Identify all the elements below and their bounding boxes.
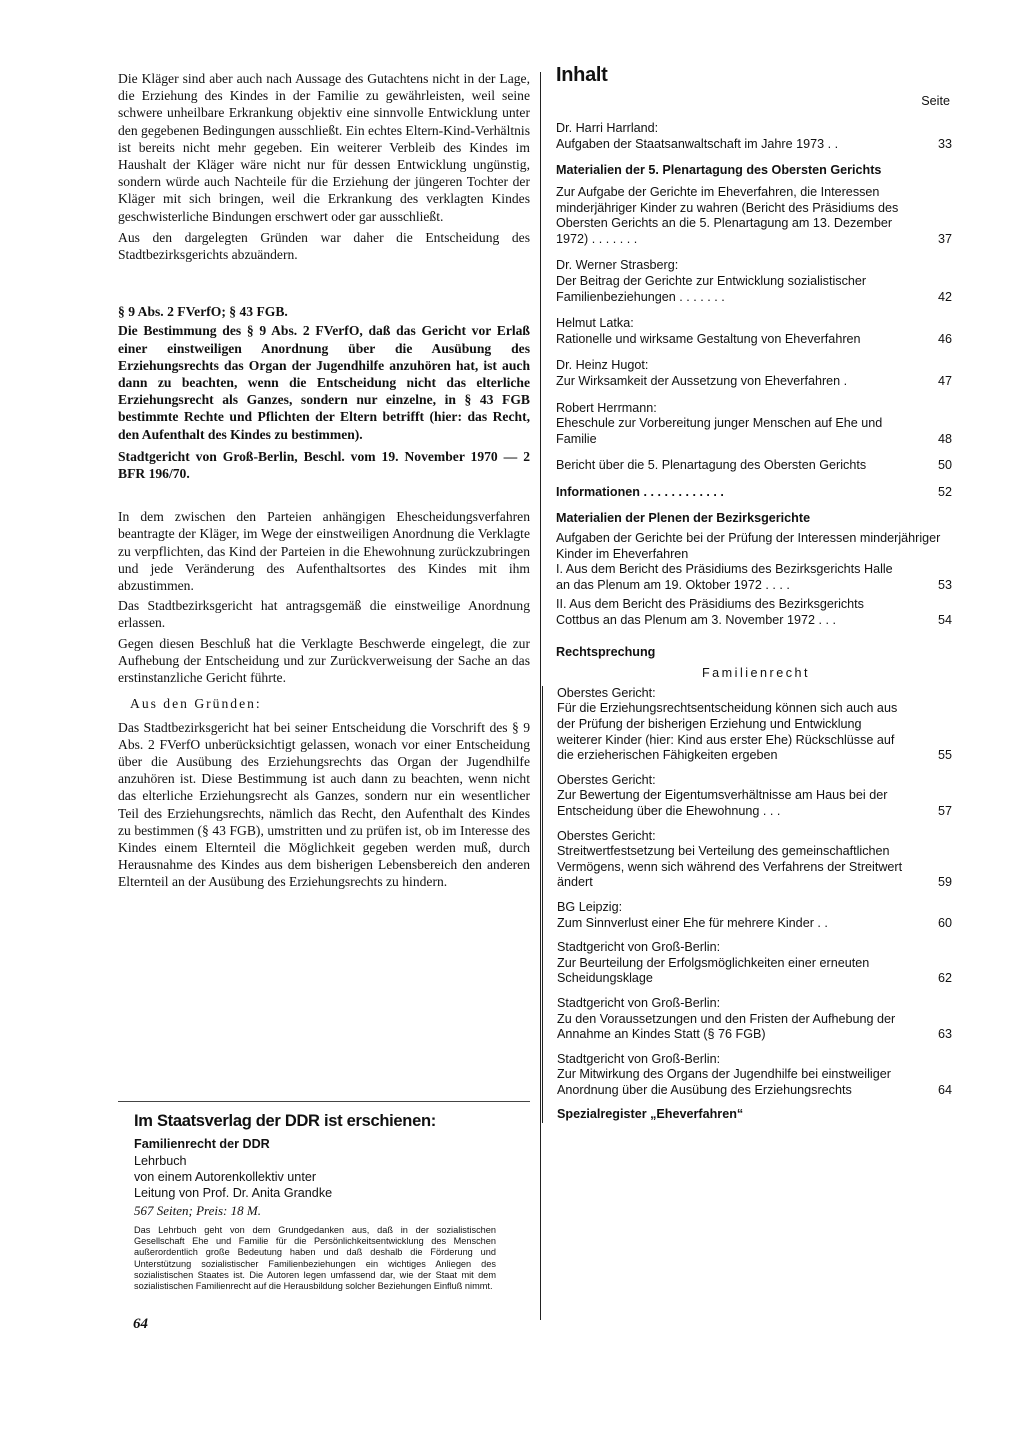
toc-page: 50 xyxy=(937,458,952,473)
notice-title: Im Staatsverlag der DDR ist erschienen: xyxy=(134,1112,436,1130)
paragraph: Gegen diesen Beschluß hat die Verklagte Beschwerde eingelegt, die zur Aufhebung der Entscheidung und zur Zurückverweisung der Sache an das erstinstanzliche Gericht führte. xyxy=(118,635,530,686)
toc-entry xyxy=(556,185,956,247)
toc-section-heading: Materialien der 5. Plenartagung des Obersten Gerichts xyxy=(556,163,882,178)
toc-subheading: Familienrecht xyxy=(701,666,811,681)
toc-page: 62 xyxy=(937,971,952,986)
toc-text: Aufgaben der Gerichte bei der Prüfung der Interessen minderjähriger Kinder im Eheverfahren xyxy=(556,531,941,561)
toc-page: 57 xyxy=(937,803,952,818)
toc-title: Inhalt xyxy=(556,64,608,86)
toc-court: BG Leipzig: xyxy=(557,899,623,914)
toc-page: 48 xyxy=(937,431,952,446)
toc-text: Eheschule zur Vorbereitung junger Menschen auf Ehe und Familie xyxy=(556,416,883,446)
toc-court: Oberstes Gericht: xyxy=(557,828,656,843)
toc-page: 33 xyxy=(937,136,952,151)
paragraph: In dem zwischen den Parteien anhängigen Ehescheidungsverfahren beantragte der Kläger, im Wege der einstweiligen Anordnung die Verklagte zu verpflichten, das Kind der Parteien in die Ehewohnung zurückzubringen und jede Veränderung des Aufenthaltsortes des Kindes mit ihm abzustimmen. xyxy=(118,509,530,594)
toc-author: Robert Herrmann: xyxy=(556,400,657,415)
toc-section-heading: Materialien der Plenen der Bezirksgerichte xyxy=(556,511,811,526)
toc-page: 59 xyxy=(937,875,952,890)
toc-page: 42 xyxy=(937,289,952,304)
left-column xyxy=(118,70,530,891)
page-column-label: Seite xyxy=(921,93,950,108)
book-title: Familienrecht der DDR xyxy=(134,1137,270,1151)
toc-entry xyxy=(556,401,956,448)
toc-entry xyxy=(557,1052,956,1099)
toc-entry xyxy=(556,458,956,474)
toc-page: 37 xyxy=(937,231,952,246)
toc-author: Dr. Werner Strasberg: xyxy=(556,258,679,273)
toc-page: 64 xyxy=(937,1082,952,1097)
toc-rechtsprechung-list xyxy=(542,686,956,1123)
toc-page: 55 xyxy=(937,748,952,763)
book-line: von einem Autorenkollektiv unter xyxy=(134,1170,317,1184)
toc-text: Zur Wirksamkeit der Aussetzung von Eheverfahren . xyxy=(556,373,848,388)
toc-entry xyxy=(556,258,956,305)
column-divider xyxy=(540,72,541,1320)
toc-page: 47 xyxy=(937,373,952,388)
toc-author: Helmut Latka: xyxy=(556,316,634,331)
toc-text: Zur Beurteilung der Erfolgsmöglichkeiten einer erneuten Scheidungsklage xyxy=(557,955,870,986)
toc-court: Stadtgericht von Groß-Berlin: xyxy=(557,995,721,1010)
toc-entry xyxy=(556,121,956,152)
paragraph: Das Stadtbezirksgericht hat antragsgemäß die einstweilige Anordnung erlassen. xyxy=(118,598,530,631)
toc-court: Stadtgericht von Groß-Berlin: xyxy=(557,940,721,955)
toc-entry xyxy=(556,597,956,628)
toc-text: Informationen . . . . . . . . . . . . xyxy=(556,484,724,499)
toc-page: 63 xyxy=(937,1027,952,1042)
case-reference: Stadtgericht von Groß-Berlin, Beschl. vom 19. November 1970 — 2 BFR 196/70. xyxy=(118,448,530,482)
toc-entry xyxy=(557,773,956,820)
toc-entry xyxy=(557,686,956,764)
toc-court: Stadtgericht von Groß-Berlin: xyxy=(557,1051,721,1066)
toc-text: Der Beitrag der Gerichte zur Entwicklung sozialistischer Familienbeziehungen . . . . . . . xyxy=(556,273,867,304)
toc-text: Zur Bewertung der Eigentumsverhältnisse am Haus bei der Entscheidung über die Ehewohnung . . . xyxy=(557,788,888,818)
table-of-contents xyxy=(556,64,956,1123)
book-price: 567 Seiten; Preis: 18 M. xyxy=(134,1203,261,1218)
toc-entry xyxy=(557,940,956,987)
page-number: 64 xyxy=(133,1316,148,1332)
divider xyxy=(118,1101,530,1102)
toc-entry xyxy=(557,900,956,931)
toc-text: Zur Mitwirkung des Organs der Jugendhilfe bei einstweiliger Anordnung über die Ausübung des Erziehungsrechts xyxy=(557,1067,891,1097)
toc-text: Für die Erziehungsrechtsentscheidung können sich auch aus der Prüfung der bisherigen Erziehung und Entwicklung weiterer Kinder (hier: Kind aus erster Ehe) Rückschlüsse auf die erzieherischen Fähigkeiten ergeben xyxy=(557,701,898,763)
book-description: Das Lehrbuch geht von dem Grundgedanken aus, daß in der sozialistischen Gesellschaft Ehe und Familie für die Persönlichkeitsentwicklung des Menschen außerordentlich große Bedeutung haben und daß deshalb die Förderung und Unterstützung sozialistischer Familienbeziehungen ein wichtiges Anliegen des sozialistischen Staates ist. Die Autoren legen umfassend dar, wie der Staat mit dem sozialistischen Familienrecht auf die Herausbildung solcher Beziehungen Einfluß nimmt. xyxy=(134,1225,496,1292)
toc-author: Dr. Heinz Hugot: xyxy=(556,358,649,373)
case-heading: § 9 Abs. 2 FVerfO; § 43 FGB. xyxy=(118,304,288,320)
toc-text: Zur Aufgabe der Gerichte im Eheverfahren, die Interessen minderjähriger Kinder zu wahren (Bericht des Präsidiums des Obersten Gerichts an die 5. Plenartagung am 13. Dezember 1972) . . . . . . . xyxy=(556,184,899,246)
book-line: Leitung von Prof. Dr. Anita Grandke xyxy=(134,1186,333,1200)
toc-author: Dr. Harri Harrland: xyxy=(556,121,659,136)
toc-page: 60 xyxy=(937,915,952,930)
toc-text: I. Aus dem Bericht des Präsidiums des Bezirksgerichts Halle an das Plenum am 19. Oktober 1972 . . . . xyxy=(556,562,893,592)
toc-court: Oberstes Gericht: xyxy=(557,772,656,787)
toc-text: Zu den Voraussetzungen und den Fristen der Aufhebung der Annahme an Kindes Statt (§ 76 FGB) xyxy=(557,1011,896,1042)
toc-entry xyxy=(557,996,956,1043)
toc-text: Rationelle und wirksame Gestaltung von Eheverfahren xyxy=(556,331,861,346)
toc-page: 54 xyxy=(937,613,952,628)
toc-page: 46 xyxy=(937,331,952,346)
toc-entry xyxy=(556,316,956,347)
case-leitsatz: Die Bestimmung des § 9 Abs. 2 FVerfO, daß das Gericht vor Erlaß einer einstweiligen Anordnung über die Ausübung des Erziehungsrechts das Organ der Jugendhilfe anzuhören hat, ist auch dann zu beachten, wenn die Entscheidung nicht das elterliche Erziehungsrecht als Ganzes, sondern nur einzelne, in § 43 FGB bestimmte Rechte und Pflichten der Eltern betrifft (hier: das Recht, den Aufenthalt des Kindes zu bestimmen). xyxy=(118,323,530,442)
toc-entry xyxy=(556,358,956,389)
toc-section-heading: Spezialregister „Eheverfahren“ xyxy=(557,1107,744,1122)
paragraph: Die Kläger sind aber auch nach Aussage des Gutachtens nicht in der Lage, die Erziehung des Kindes in der Familie zu gewährleisten, weil seine schwere unheilbare Erkrankung objektiv eine sinnvolle Entwicklung unter den gegebenen Bedingungen ausschließt. Ein echtes Eltern-Kind-Verhältnis ist bereits nicht mehr gegeben. Ein weiterer Verbleib des Kindes im Haushalt der Kläger wäre nicht nur für dessen Entwicklung ungünstig, sondern würde auch Nachteile für die Erziehung der jüngeren Tochter der Kläger mit sich bringen, weil die Erkrankung des verklagten Kindes geschwisterliche Bindungen erschwert oder gar ausschließt. xyxy=(118,71,530,224)
toc-court: Oberstes Gericht: xyxy=(557,685,656,700)
toc-section-heading: Rechtsprechung xyxy=(556,644,656,659)
toc-text: Bericht über die 5. Plenartagung des Obersten Gerichts xyxy=(556,458,867,473)
toc-entry xyxy=(556,485,956,501)
toc-entry xyxy=(557,829,956,891)
paragraph: Das Stadtbezirksgericht hat bei seiner Entscheidung die Vorschrift des § 9 Abs. 2 FVerfO unberücksichtigt gelassen, wonach vor einer Entscheidung über die Ausübung des Erziehungsrechts das Organ der Jugendhilfe anzuhören ist. Diese Bestimmung ist auch dann zu beachten, wenn nicht das elterliche Erziehungsrecht als Ganzes, sondern nur ein wesentlicher Teil des Erziehungsrechts, nämlich das Recht, den Aufenthalt des Kindes zu bestimmen (§ 43 FGB), umstritten und zu prüfen ist, ob im Interesse des Kindes einem Elternteil die Möglichkeit gegeben werden muß, durch Herausnahme des Kindes aus dem bisherigen Lebensbereich den anderen Elternteil an der Ausübung des Erziehungsrechts zu hindern. xyxy=(118,719,530,890)
toc-page: 52 xyxy=(937,484,952,499)
publisher-notice xyxy=(134,1112,530,1292)
paragraph: Aus den dargelegten Gründen war daher die Entscheidung des Stadtbezirksgerichts abzuändern. xyxy=(118,229,530,263)
toc-text: Aufgaben der Staatsanwaltschaft im Jahre 1973 . . xyxy=(556,136,839,151)
section-heading: Aus den Gründen: xyxy=(130,696,262,712)
toc-page: 53 xyxy=(937,577,952,592)
book-line: Lehrbuch xyxy=(134,1154,187,1168)
toc-text: II. Aus dem Bericht des Präsidiums des Bezirksgerichts Cottbus an das Plenum am 3. November 1972 . . . xyxy=(556,597,864,628)
toc-text: Streitwertfestsetzung bei Verteilung des gemeinschaftlichen Vermögens, wenn sich während des Verfahrens der Streitwert ändert xyxy=(557,844,903,890)
toc-text: Zum Sinnverlust einer Ehe für mehrere Kinder . . xyxy=(557,915,828,930)
toc-entry xyxy=(556,562,956,593)
